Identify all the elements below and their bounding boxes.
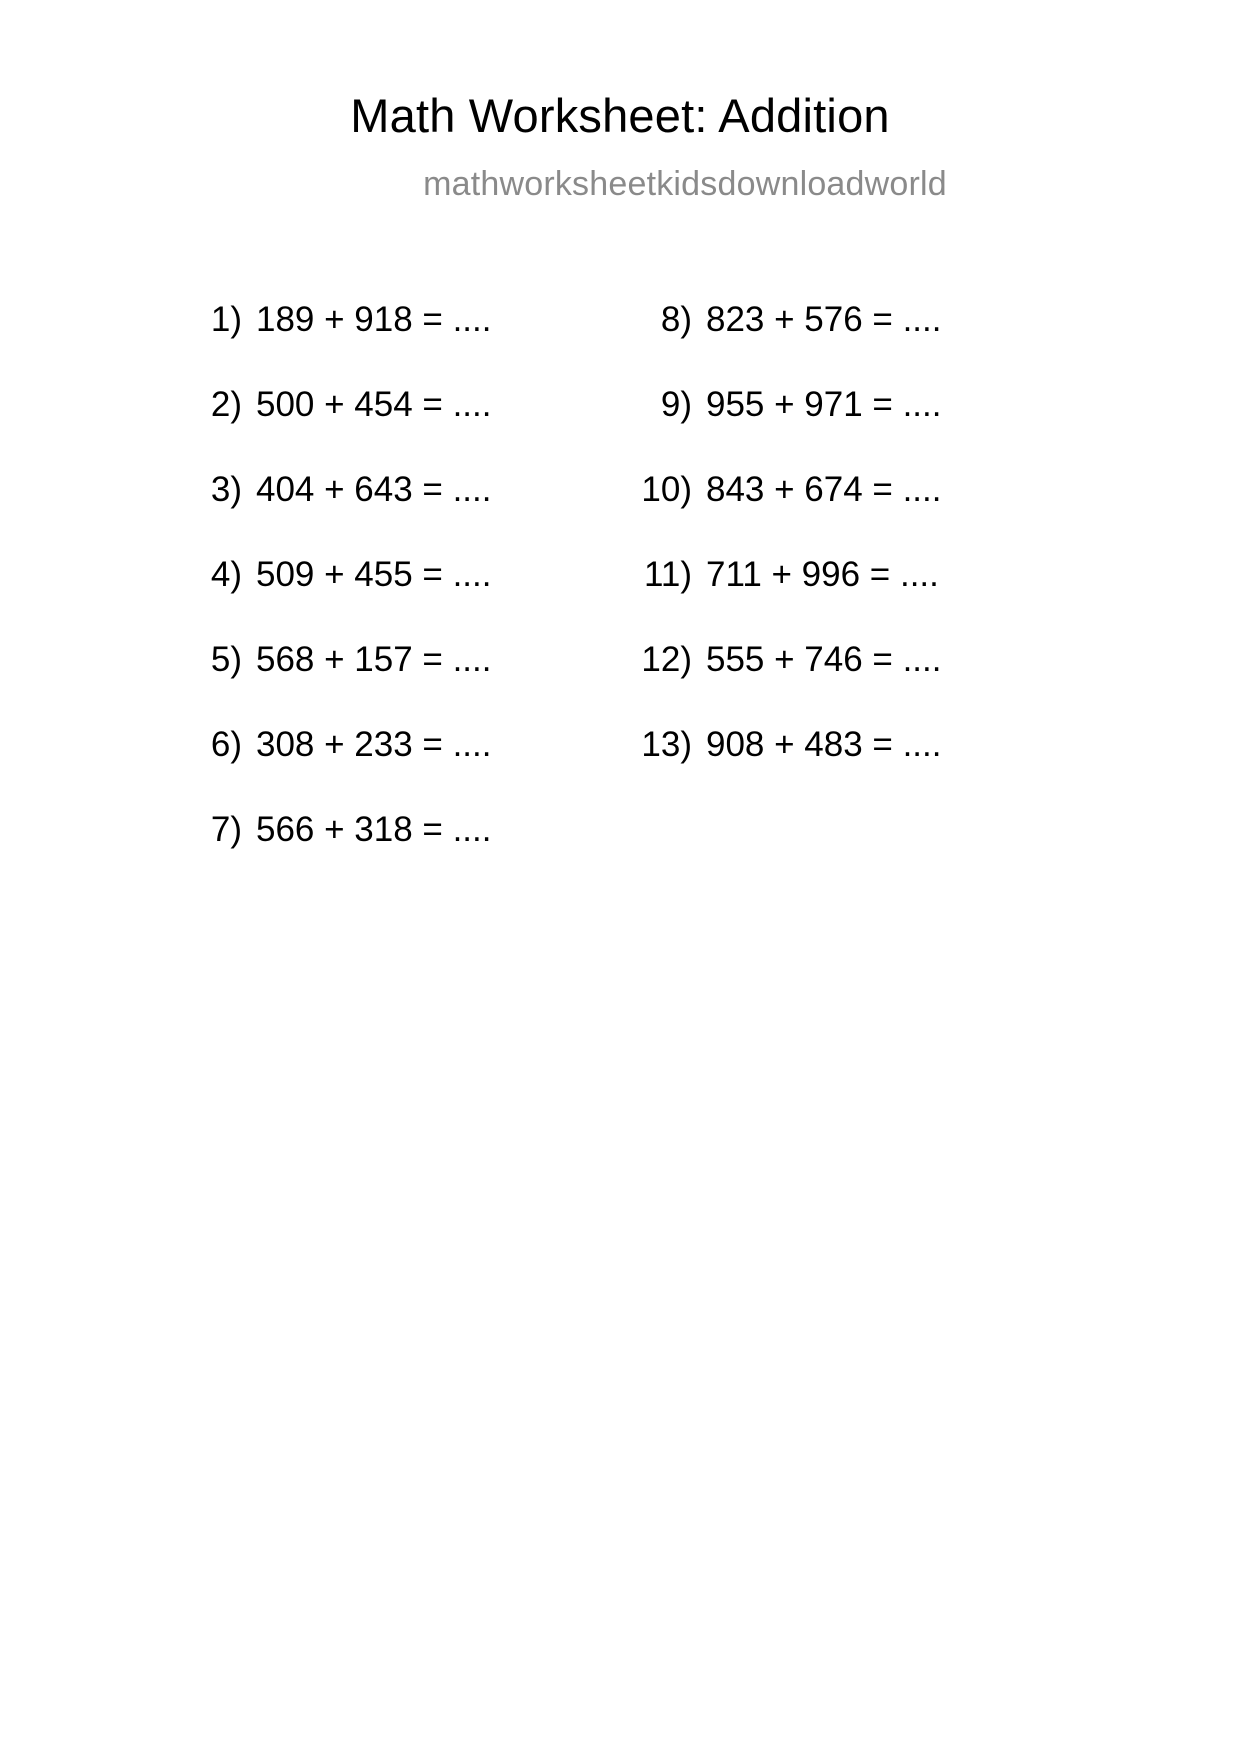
- problem-number: 5): [210, 640, 242, 679]
- problem-number: 12): [641, 640, 692, 679]
- problem-list: [0, 300, 1240, 895]
- problem-expression: 509 + 455 = ....: [256, 555, 492, 594]
- page-subtitle: mathworksheetkidsdownloadworld: [423, 165, 947, 203]
- problem-item: [630, 300, 1080, 385]
- problem-number: 10): [641, 470, 692, 509]
- problem-expression: 711 + 996 = ....: [706, 555, 939, 594]
- problem-expression: 555 + 746 = ....: [706, 640, 942, 679]
- problem-item: [180, 725, 630, 810]
- problem-expression: 568 + 157 = ....: [256, 640, 492, 679]
- problem-number: 1): [210, 300, 242, 339]
- problem-item: [180, 300, 630, 385]
- problem-expression: 189 + 918 = ....: [256, 300, 492, 339]
- problem-expression: 908 + 483 = ....: [706, 725, 942, 764]
- problem-number: 2): [210, 385, 242, 424]
- problem-expression: 308 + 233 = ....: [256, 725, 492, 764]
- problem-number: 6): [210, 725, 242, 764]
- page-title: Math Worksheet: Addition: [350, 89, 890, 142]
- problem-number: 7): [210, 810, 242, 849]
- problem-expression: 843 + 674 = ....: [706, 470, 942, 509]
- right-column: [630, 300, 1080, 895]
- problem-item: [180, 810, 630, 895]
- problem-expression: 955 + 971 = ....: [706, 385, 942, 424]
- problem-expression: 500 + 454 = ....: [256, 385, 492, 424]
- problem-number: 4): [210, 555, 242, 594]
- problem-item: [180, 555, 630, 640]
- problem-number: 13): [641, 725, 692, 764]
- problem-item: [630, 640, 1080, 725]
- problem-number: 8): [660, 300, 692, 339]
- problem-number: 3): [210, 470, 242, 509]
- problem-number: 11): [644, 555, 692, 594]
- problem-number: 9): [660, 385, 692, 424]
- problem-item: [180, 640, 630, 725]
- problem-item: [630, 725, 1080, 810]
- problem-item: [630, 555, 1080, 640]
- problem-expression: 823 + 576 = ....: [706, 300, 942, 339]
- left-column: [180, 300, 630, 895]
- problem-item: [180, 470, 630, 555]
- problem-expression: 566 + 318 = ....: [256, 810, 492, 849]
- problem-item: [630, 470, 1080, 555]
- problem-expression: 404 + 643 = ....: [256, 470, 492, 509]
- problem-item: [630, 385, 1080, 470]
- problem-item: [180, 385, 630, 470]
